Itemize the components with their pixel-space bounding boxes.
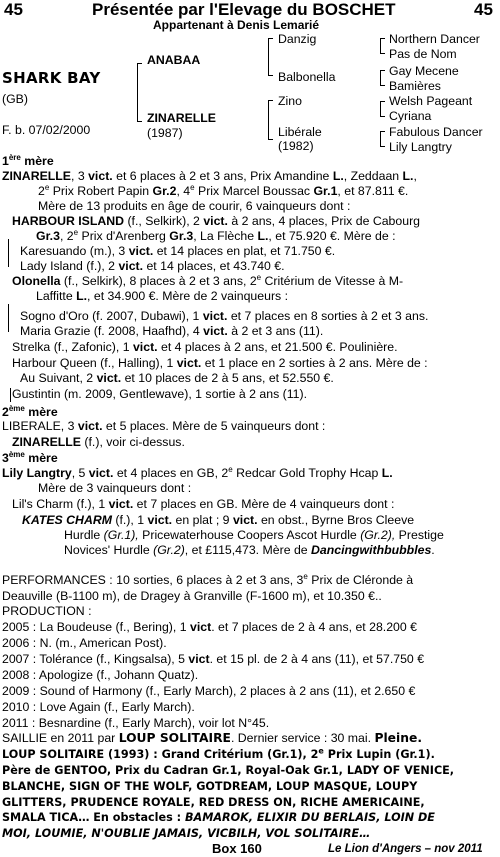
text-line: Gustintin (m. 2009, Gentlewave), 1 sortie à 2 ans (11). bbox=[12, 387, 308, 401]
text-line: Sogno d'Oro (f. 2007, Dubawi), 1 vict. et 7 places en 8 sorties à 2 et 3 ans. bbox=[20, 309, 429, 323]
ggp-7: Fabulous Dancer bbox=[389, 125, 483, 139]
text-line: PRODUCTION : bbox=[2, 604, 92, 618]
ggp-bracket-2 bbox=[380, 70, 385, 86]
sire-name: ANABAA bbox=[147, 53, 201, 67]
text-line: Laffitte L., et 34.900 €. Mère de 2 vainqueurs : bbox=[36, 289, 289, 303]
text-line: Gr.3, 2e Prix d'Arenberg Gr.3, La Flèche L., et 75.920 €. Mère de : bbox=[36, 227, 396, 243]
ggp-bracket-3 bbox=[380, 101, 385, 117]
granddam-2-year: (1982) bbox=[278, 139, 314, 153]
dam-name: ZINARELLE bbox=[147, 111, 216, 125]
ggp-bracket-4 bbox=[380, 131, 385, 147]
lot-number-left: 45 bbox=[4, 0, 23, 19]
text-line: SAILLIE en 2011 par LOUP SOLITAIRE. Dernier service : 30 mai. Pleine. bbox=[2, 731, 423, 745]
text-line: 2005 : La Boudeuse (f., Bering), 1 vict. et 7 places de 2 à 4 ans, et 28.200 € bbox=[2, 620, 417, 634]
horse-name: SHARK BAY bbox=[2, 69, 101, 87]
second-dam-heading: 2ème mère bbox=[2, 403, 58, 419]
text-line: ZINARELLE (f.), voir ci-dessus. bbox=[12, 435, 185, 449]
text-line: Harbour Queen (f., Halling), 1 vict. et 1 place en 2 sorties à 2 ans. Mère de : bbox=[12, 356, 428, 370]
text-line: 2006 : N. (m., American Post). bbox=[2, 636, 167, 650]
text-line: ZINARELLE, 3 vict. et 6 places à 2 et 3 ans, Prix Amandine L., Zeddaan L., bbox=[2, 169, 417, 183]
granddam-2: Libérale bbox=[278, 125, 322, 139]
text-line: Olonella (f., Selkirk), 8 places à 2 et 3 ans, 2e Critérium de Vitesse à M- bbox=[12, 272, 404, 288]
text-line: Deauville (B-1100 m), de Dragey à Granville (F-1600 m), et 10.350 €.. bbox=[2, 589, 382, 603]
indent-bar bbox=[8, 239, 9, 267]
granddam-1: Balbonella bbox=[278, 70, 336, 84]
ggp-5: Welsh Pageant bbox=[389, 94, 473, 108]
box-number: Box 160 bbox=[212, 841, 262, 856]
text-line: PERFORMANCES : 10 sorties, 6 places à 2 et 3 ans, 3e Prix de Cléronde à bbox=[2, 571, 414, 587]
ggp-bracket-1 bbox=[380, 38, 385, 54]
text-line: 2010 : Love Again (f., Early March). bbox=[2, 700, 195, 714]
sire-parents-bracket bbox=[268, 38, 273, 76]
ggp-3: Gay Mecene bbox=[389, 64, 459, 78]
text-line: Lily Langtry, 5 vict. et 4 places en GB, 2e Redcar Gold Trophy Hcap L. bbox=[2, 464, 393, 480]
text-line: BLANCHE, SIGN OF THE WOLF, GOTDREAM, LOUP MASQUE, LOUPY bbox=[2, 780, 418, 793]
text-line: MOI, LOUMIE, N'OUBLIE JAMAIS, VICBILH, VOL SOLITAIRE… bbox=[2, 827, 371, 840]
text-line: KATES CHARM (f.), 1 vict. en plat ; 9 vict. en obst., Byrne Bros Cleeve bbox=[22, 513, 415, 527]
event-name: Le Lion d'Angers – nov 2011 bbox=[328, 843, 483, 855]
birth-info: F. b. 07/02/2000 bbox=[2, 123, 91, 137]
text-line: Hurdle (Gr.1), Pricewaterhouse Coopers Ascot Hurdle (Gr.2), Prestige bbox=[64, 528, 444, 542]
owner-line: Appartenant à Denis Lemarié bbox=[153, 18, 320, 32]
ggp-2: Pas de Nom bbox=[389, 47, 457, 61]
text-line: Strelka (f., Zafonic), 1 vict. et 4 places à 2 ans, et 21.500 €. Poulinière. bbox=[12, 340, 398, 354]
ggp-8: Lily Langtry bbox=[389, 140, 452, 154]
text-line: Lady Island (f.), 2 vict. et 14 places, et 43.740 €. bbox=[20, 259, 285, 273]
text-line: 2011 : Besnardine (f., Early March), voir lot N°45. bbox=[2, 716, 270, 730]
text-line: SMALA TICA… En obstacles : BAMAROK, ELIXIR DU BERLAIS, LOIN DE bbox=[2, 811, 435, 824]
indent-bar bbox=[10, 388, 11, 402]
text-line: 2009 : Sound of Harmony (f., Early March), 2 places à 2 ans (11), et 2.650 € bbox=[2, 684, 416, 698]
grandsire-2: Zino bbox=[278, 94, 302, 108]
text-line: Au Suivant, 2 vict. et 10 places de 2 à 5 ans, et 52.550 €. bbox=[20, 371, 334, 385]
text-line: GLITTERS, PRUDENCE ROYALE, RED DRESS ON, RICHE AMERICAINE, bbox=[2, 796, 425, 809]
dam-parents-bracket bbox=[268, 100, 273, 140]
ggp-4: Bamières bbox=[389, 79, 441, 93]
ggp-1: Northern Dancer bbox=[389, 32, 480, 46]
text-line: Maria Grazie (f. 2008, Haafhd), 4 vict. à 2 et 3 ans (11). bbox=[20, 324, 324, 338]
grandsire-1: Danzig bbox=[278, 32, 317, 46]
text-line: 2008 : Apologize (f., Johann Quatz). bbox=[2, 668, 199, 682]
text-line: LOUP SOLITAIRE (1993) : Grand Critérium (Gr.1), 2e Prix Lupin (Gr.1). bbox=[2, 746, 435, 761]
text-line: LIBERALE, 3 vict. et 5 places. Mère de 5 vainqueurs dont : bbox=[2, 419, 326, 433]
third-dam-heading: 3ème mère bbox=[2, 449, 58, 465]
ggp-6: Cyriana bbox=[389, 109, 432, 123]
text-line: Lil's Charm (f.), 1 vict. et 7 places en GB. Mère de 4 vainqueurs dont : bbox=[12, 497, 395, 511]
indent-bar bbox=[8, 304, 9, 332]
text-line: Mère de 3 vainqueurs dont : bbox=[38, 481, 192, 495]
lot-number-right: 45 bbox=[474, 0, 493, 19]
text-line: 2e Prix Robert Papin Gr.2, 4e Prix Marcel Boussac Gr.1, et 87.811 €. bbox=[38, 182, 409, 198]
text-line: Novices' Hurdle (Gr.2), et £115,473. Mère de Dancingwithbubbles. bbox=[64, 543, 435, 557]
text-line: Père de GENTOO, Prix du Cadran Gr.1, Royal-Oak Gr.1, LADY OF VENICE, bbox=[2, 764, 455, 777]
text-line: Karesuando (m.), 3 vict. et 14 places en plat, et 71.750 €. bbox=[20, 244, 336, 258]
horse-origin: (GB) bbox=[2, 92, 28, 106]
text-line: 2007 : Tolérance (f., Kingsalsa), 5 vict. et 15 pl. de 2 à 4 ans (11), et 57.750 € bbox=[2, 652, 425, 666]
first-dam-heading: 1ère mère bbox=[2, 152, 54, 168]
dam-year: (1987) bbox=[147, 126, 183, 140]
sire-dam-bracket bbox=[137, 63, 142, 122]
text-line: Mère de 13 produits en âge de courir, 6 vainqueurs dont : bbox=[38, 199, 351, 213]
text-line: HARBOUR ISLAND (f., Selkirk), 2 vict. à 2 ans, 4 places, Prix de Cabourg bbox=[12, 214, 421, 228]
page-title: Présentée par l'Elevage du BOSCHET bbox=[92, 0, 396, 19]
